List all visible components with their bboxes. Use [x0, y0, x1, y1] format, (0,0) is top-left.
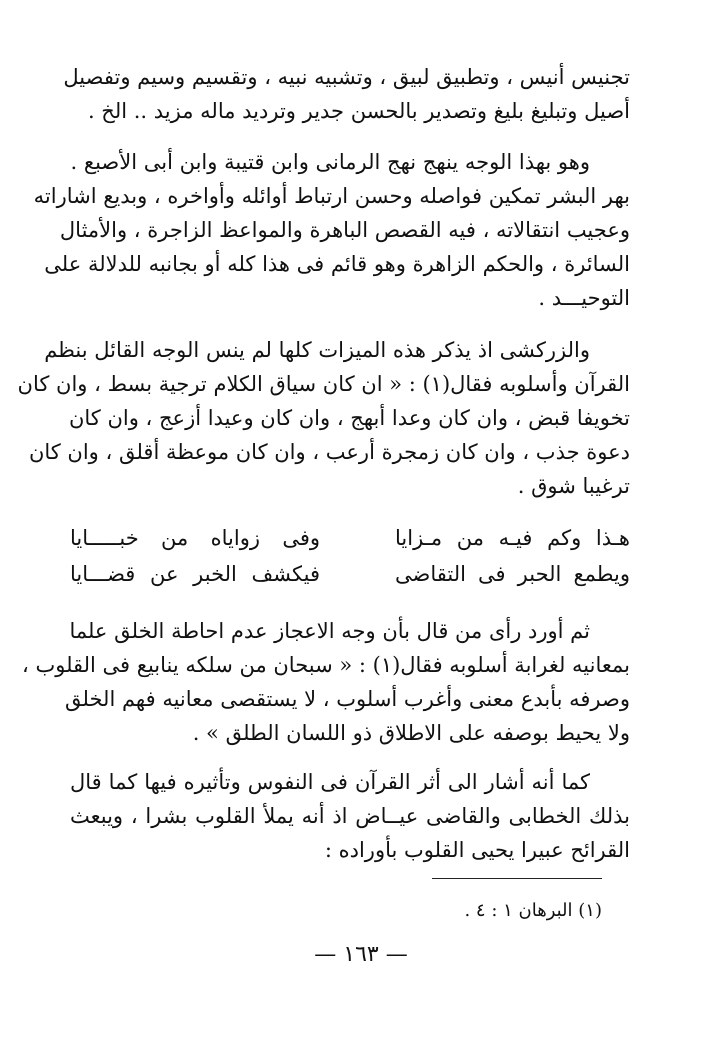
text-line: القرائح عبيرا يحيى القلوب بأوراده :: [324, 838, 630, 862]
text-line: والزركشى اذ يذكر هذه الميزات كلها لم ينس الوجه القائل بنظم: [44, 338, 590, 362]
paragraph-2: [33, 145, 630, 315]
text-line: السائرة ، والحكم الزاهرة وهو قائم فى هذا كله أو بجانبه للدلالة على: [44, 252, 630, 276]
text-line: تخويفا قبض ، وان كان وعدا أبهج ، وان كان وعيدا أزعج ، وان كان: [68, 406, 630, 430]
poem-verses: [70, 520, 630, 592]
paragraph-3: [17, 333, 630, 503]
text-line: كما أنه أشار الى أثر القرآن فى النفوس وتأثيره فيها كما قال: [70, 770, 590, 794]
verse-hemistich-first: ويطمع الحبر فى التقاضى: [395, 562, 630, 586]
text-line: التوحيـــد .: [538, 286, 630, 310]
text-line: بمعانيه لغرابة أسلوبه فقال(١) : « سبحان من سلكه ينابيع فى القلوب ،: [22, 653, 630, 677]
text-line: بهر البشر تمكين فواصله وحسن ارتباط أوائله وأواخره ، وبديع اشاراته: [33, 184, 630, 208]
text-line: دعوة جذب ، وان كان زمجرة أرعب ، وان كان موعظة أقلق ، وان كان: [28, 440, 630, 464]
text-line: القرآن وأسلوبه فقال(١) : « ان كان سياق الكلام ترجية بسط ، وان كان: [17, 372, 630, 396]
verse-line: [70, 556, 630, 592]
text-line: بذلك الخطابى والقاضى عيــاض اذ أنه يملأ القلوب بشرا ، ويبعث: [70, 804, 630, 828]
page-number: — ١٦٣ —: [314, 942, 408, 967]
text-line: وعجيب انتقالاته ، فيه القصص الباهرة والمواعظ الزاجرة ، والأمثال: [59, 218, 630, 242]
verse-hemistich-second: فيكشف الخبر عن قضـــايا: [70, 562, 320, 586]
verse-hemistich-first: هـذا وكم فيـه من مـزايا: [395, 526, 630, 550]
paragraph-4: [22, 614, 630, 750]
verse-hemistich-second: وفى زواياه من خبـــــايا: [70, 526, 320, 550]
footnote: (١) البرهان ١ : ٤ .: [464, 900, 602, 921]
text-line: ترغيبا شوق .: [517, 474, 630, 498]
text-line: وصرفه بأبدع معنى وأغرب أسلوب ، لا يستقصى معانيه فهم الخلق: [65, 687, 630, 711]
text-line: ولا يحيط بوصفه على الاطلاق ذو اللسان الطلق » .: [192, 721, 630, 745]
text-line: تجنيس أنيس ، وتطبيق لبيق ، وتشبيه نبيه ، وتقسيم وسيم وتفصيل: [63, 65, 630, 89]
paragraph-1: [63, 60, 630, 128]
paragraph-5: [70, 765, 630, 867]
text-line: وهو بهذا الوجه ينهج نهج الرمانى وابن قتيبة وابن أبى الأصبع .: [70, 150, 590, 174]
verse-line: [70, 520, 630, 556]
text-line: ثم أورد رأى من قال بأن وجه الاعجاز عدم احاطة الخلق علما: [69, 619, 590, 643]
footnote-divider: [432, 878, 602, 879]
text-line: أصيل وتبليغ بليغ وتصدير بالحسن جدير وترديد ماله مزيد .. الخ .: [87, 99, 630, 123]
